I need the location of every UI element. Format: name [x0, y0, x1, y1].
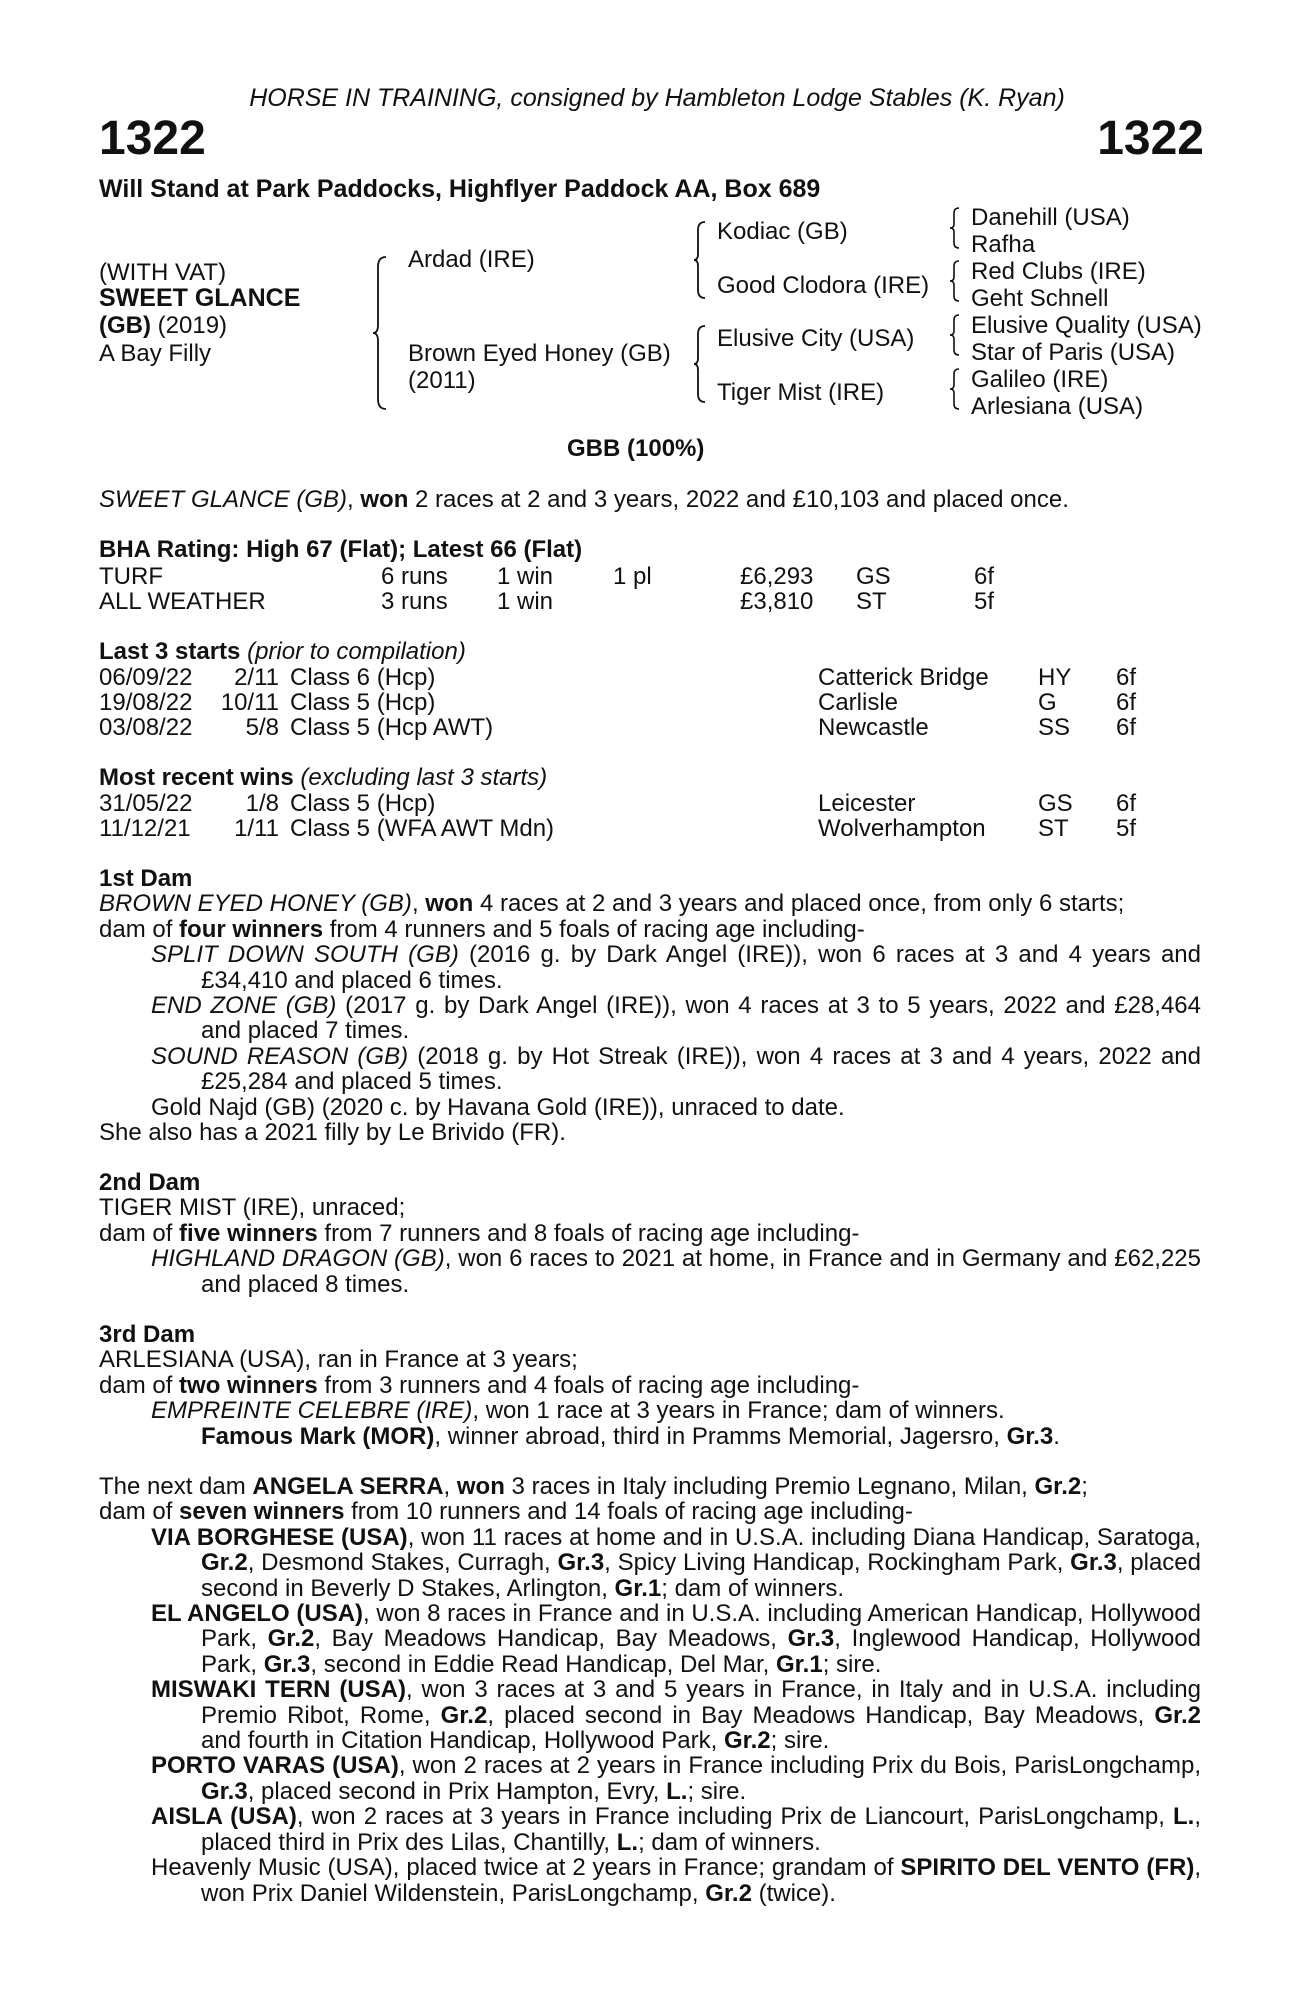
pedigree-brace-main [372, 255, 388, 411]
pedigree-brace-dd [949, 367, 961, 411]
start-row [99, 664, 1199, 689]
third-dam-line: ARLESIANA (USA), ran in France at 3 years; [99, 1346, 578, 1374]
produce-name: Famous Mark (MOR) [201, 1422, 435, 1450]
text: ; dam of winners. [638, 1828, 821, 1856]
produce-entry [99, 1677, 1201, 1753]
third-dam-produce-line [99, 1373, 1201, 1398]
produce-name: SOUND REASON (GB) [151, 1042, 409, 1070]
winners-count: five winners [179, 1219, 318, 1247]
horse-country-year [99, 313, 227, 338]
win-distance: 6f [1116, 790, 1137, 817]
text: dam of [99, 1498, 180, 1526]
text: , Bay Meadows Handicap, Bay Meadows, [314, 1625, 788, 1653]
produce-record: (2018 g. by Hot Streak (IRE)), won 4 races at 3 and 4 years, 2022 and £25,284 and placed 5 times. [201, 1042, 1201, 1096]
grade: Gr.2 [1154, 1701, 1202, 1729]
text: 3 races in Italy including Premio Legnano, Milan, [504, 1473, 1035, 1500]
produce-record: , won 1 race at 3 years in France; dam of winners. [472, 1397, 1005, 1425]
last3-heading-line [99, 639, 466, 664]
win-row [99, 790, 1199, 815]
grade: Gr.3 [1006, 1422, 1054, 1450]
vat-label: (WITH VAT) [99, 259, 227, 286]
text: , second in Eddie Read Handicap, Del Mar, [310, 1650, 776, 1678]
grade: L. [666, 1777, 688, 1805]
first-dam-record: 4 races at 2 and 3 years and placed once, from only 6 starts; [473, 890, 1125, 918]
text: from 4 runners and 5 foals of racing age including- [323, 915, 865, 943]
first-dam-won: won [425, 890, 474, 918]
text: , placed second in Prix Hampton, Evry, [247, 1777, 667, 1805]
produce-entry [99, 1246, 1201, 1297]
text: , won Prix Daniel Wildenstein, ParisLongchamp, [201, 1854, 1201, 1907]
produce-name: PORTO VARAS (USA) [151, 1752, 399, 1780]
text: , placed second in Bay Meadows Handicap, Bay Meadows, [487, 1701, 1155, 1729]
text: dam of [99, 1371, 180, 1399]
won: won [456, 1473, 505, 1500]
pedigree-brace-sd [949, 259, 961, 303]
text: ; sire. [687, 1777, 747, 1805]
produce-name: EL ANGELO (USA) [151, 1600, 364, 1628]
location-line: Will Stand at Park Paddocks, Highflyer Paddock AA, Box 689 [99, 175, 821, 203]
produce-name: SPLIT DOWN SOUTH (GB) [151, 941, 459, 969]
win-class: Class 5 (Hcp) [290, 790, 436, 817]
start-class: Class 5 (Hcp AWT) [290, 714, 494, 741]
pedigree-ds: Elusive City (USA) [717, 325, 915, 352]
pedigree-sds: Red Clubs (IRE) [971, 258, 1146, 285]
produce-entry [99, 1044, 1201, 1095]
text: The next dam [99, 1473, 253, 1500]
text: , won 3 races at 3 and 5 years in France, in Italy and in U.S.A. including Premio Ribot, Rome, [201, 1676, 1202, 1729]
horse-year: (2019) [150, 312, 228, 339]
text: Heavenly Music (USA), placed twice at 2 years in France; grandam of [151, 1854, 901, 1882]
third-dam-heading: 3rd Dam [99, 1321, 196, 1348]
text: , placed second in Beverly D Stakes, Arlington, [201, 1549, 1202, 1602]
second-dam-heading: 2nd Dam [99, 1169, 201, 1196]
produce-name: END ZONE (GB) [151, 992, 337, 1020]
winners-count: seven winners [179, 1498, 345, 1526]
text: , won 11 races at home and in U.S.A. including Diana Handicap, Saratoga, [407, 1523, 1201, 1551]
produce-entry [99, 942, 1201, 993]
lot-number-left: 1322 [99, 112, 206, 165]
pedigree-dd: Tiger Mist (IRE) [717, 379, 885, 406]
text: ; [1081, 1473, 1088, 1500]
text: ; sire. [822, 1650, 882, 1678]
rating-distance: 6f [974, 563, 995, 590]
start-course: Carlisle [818, 689, 899, 716]
text: , Spicy Living Handicap, Rockingham Park, [604, 1549, 1071, 1577]
produce-name: EMPREINTE CELEBRE (IRE) [151, 1397, 473, 1425]
start-position: 10/11 [220, 689, 279, 716]
consignor-line: HORSE IN TRAINING, consigned by Hambleton Lodge Stables (K. Ryan) [249, 84, 1065, 112]
second-dam-line: TIGER MIST (IRE), unraced; [99, 1194, 406, 1222]
win-course: Leicester [818, 790, 916, 817]
text: (twice). [751, 1879, 836, 1907]
second-dam-section [99, 1170, 1201, 1297]
produce-entry [99, 1855, 1201, 1906]
produce-entry [99, 993, 1201, 1044]
grade: Gr.2 [267, 1625, 315, 1653]
win-going: ST [1038, 815, 1069, 842]
rating-row [99, 588, 1199, 613]
grade: L. [616, 1828, 639, 1856]
next-dam-produce-line [99, 1499, 1201, 1524]
win-going: GS [1038, 790, 1073, 817]
produce-record: (2017 g. by Dark Angel (IRE)), won 4 races at 3 to 5 years, 2022 and £28,464 and placed 7 times. [201, 992, 1201, 1045]
text: , won 2 races at 2 years in France including Prix du Bois, ParisLongchamp, [398, 1752, 1201, 1780]
start-course: Newcastle [818, 714, 929, 741]
text: and fourth in Citation Handicap, Hollywood Park, [201, 1727, 724, 1755]
produce-entry [99, 1804, 1201, 1855]
text: , Desmond Stakes, Curragh, [247, 1549, 558, 1577]
start-distance: 6f [1116, 689, 1137, 716]
win-date: 11/12/21 [99, 815, 191, 842]
win-position: 1/8 [245, 790, 279, 817]
recent-note: (excluding last 3 starts) [293, 764, 548, 791]
grand-produce-name: SPIRITO DEL VENTO (FR) [900, 1854, 1195, 1882]
grade: Gr.1 [776, 1650, 823, 1678]
start-date: 03/08/22 [99, 714, 193, 741]
first-dam-produce-line [99, 917, 1201, 942]
text: from 3 runners and 4 foals of racing age including- [317, 1371, 860, 1399]
produce-record: , won 6 races to 2021 at home, in France and in Germany and £62,225 and placed 8 times. [201, 1245, 1202, 1298]
horse-description: A Bay Filly [99, 340, 212, 367]
lot-number-right: 1322 [1097, 112, 1204, 165]
produce-name: MISWAKI TERN (USA) [151, 1676, 406, 1704]
produce-name: AISLA (USA) [151, 1803, 297, 1831]
text: dam of [99, 1219, 180, 1247]
grade: Gr.3 [263, 1650, 311, 1678]
start-date: 06/09/22 [99, 664, 193, 691]
text: from 10 runners and 14 foals of racing age including- [344, 1498, 913, 1526]
rating-wins: 1 win [497, 563, 554, 590]
next-dam-section [99, 1474, 1201, 1906]
text: , Inglewood Handicap, Hollywood Park, [201, 1625, 1201, 1678]
pedigree-dds: Galileo (IRE) [971, 366, 1109, 393]
rating-prize: £6,293 [740, 563, 814, 590]
recent-heading: Most recent wins [99, 764, 294, 791]
grade: Gr.2 [723, 1727, 771, 1755]
recent-heading-line [99, 765, 547, 790]
text: dam of [99, 915, 180, 943]
first-dam-line: BROWN EYED HONEY (GB), won 4 races at 2 and 3 years and placed once, from only 6 starts; [99, 890, 1125, 918]
pedigree-ss: Kodiac (GB) [717, 218, 848, 245]
start-going: SS [1038, 714, 1071, 741]
winners-count: two winners [179, 1371, 318, 1399]
start-row [99, 689, 1199, 714]
grade: Gr.1 [614, 1574, 662, 1602]
start-going: HY [1038, 664, 1072, 691]
pedigree-brace-ss [949, 206, 961, 250]
next-dam-line [99, 1474, 1201, 1499]
grade: Gr.3 [1070, 1549, 1117, 1577]
pedigree-sss: Danehill (USA) [971, 204, 1130, 231]
text: ; sire. [770, 1727, 830, 1755]
last3-note: (prior to compilation) [240, 638, 466, 665]
pedigree-dsd: Star of Paris (USA) [971, 339, 1176, 366]
pedigree-sire: Ardad (IRE) [408, 246, 535, 273]
pedigree-sdd: Geht Schnell [971, 285, 1109, 312]
last3-heading: Last 3 starts [99, 638, 241, 665]
win-class: Class 5 (WFA AWT Mdn) [290, 815, 555, 842]
win-course: Wolverhampton [818, 815, 986, 842]
start-position: 5/8 [245, 714, 279, 741]
start-going: G [1038, 689, 1057, 716]
start-course: Catterick Bridge [818, 664, 989, 691]
produce-record: (2016 g. by Dark Angel (IRE)), won 6 races at 3 and 4 years and £34,410 and placed 6 times. [201, 941, 1201, 994]
winners-count: four winners [179, 915, 324, 943]
text: . [1053, 1422, 1060, 1450]
pedigree-dss: Elusive Quality (USA) [971, 312, 1202, 339]
grade: Gr.2 [201, 1549, 248, 1577]
rating-going: ST [856, 588, 887, 615]
third-dam-section [99, 1322, 1201, 1449]
pedigree-brace-sire [693, 220, 707, 300]
produce-note: She also has a 2021 filly by Le Brivido (FR). [99, 1119, 566, 1147]
grade: Gr.3 [787, 1625, 835, 1653]
summary-line: SWEET GLANCE (GB), won 2 races at 2 and 3 years, 2022 and £10,103 and placed once. [99, 486, 1069, 513]
rating-going: GS [856, 563, 891, 590]
grade: L. [1173, 1803, 1195, 1831]
text: , [443, 1473, 457, 1500]
text: , won 8 races in France and in U.S.A. including American Handicap, Hollywood Park, [201, 1600, 1201, 1653]
horse-country: (GB) [99, 312, 151, 339]
horse-name: SWEET GLANCE [99, 284, 301, 312]
produce-entry [99, 1601, 1201, 1677]
grade: Gr.2 [1034, 1473, 1082, 1500]
rating-runs: 3 runs [381, 588, 448, 615]
start-position: 2/11 [234, 664, 279, 691]
start-class: Class 6 (Hcp) [290, 664, 436, 691]
produce-name: HIGHLAND DRAGON (GB) [151, 1245, 445, 1273]
rating-prize: £3,810 [740, 588, 814, 615]
first-dam-heading: 1st Dam [99, 865, 193, 892]
summary-rest: 2 races at 2 and 3 years, 2022 and £10,103 and placed once. [408, 486, 1069, 513]
grade: Gr.2 [440, 1701, 488, 1729]
produce-entry: Gold Najd (GB) (2020 c. by Havana Gold (IRE)), unraced to date. [151, 1093, 845, 1121]
first-dam-name: BROWN EYED HONEY (GB) [99, 890, 412, 918]
rating-heading: BHA Rating: High 67 (Flat); Latest 66 (Flat) [99, 536, 583, 563]
rating-wins: 1 win [497, 588, 554, 615]
grade: Gr.3 [557, 1549, 605, 1577]
rating-distance: 5f [974, 588, 995, 615]
start-distance: 6f [1116, 714, 1137, 741]
produce-entry [99, 1424, 1201, 1449]
pedigree-ddd: Arlesiana (USA) [971, 393, 1144, 420]
rating-runs: 6 runs [381, 563, 448, 590]
text: ; dam of winners. [661, 1574, 844, 1602]
pedigree-sd: Good Clodora (IRE) [717, 272, 930, 299]
produce-record: , winner abroad, third in Pramms Memorial, Jagersro, [434, 1422, 1007, 1450]
grade: Gr.2 [705, 1879, 752, 1907]
text: , won 2 races at 3 years in France including Prix de Liancourt, ParisLongchamp, [296, 1803, 1173, 1831]
gbb-rating: GBB (100%) [567, 435, 705, 462]
start-class: Class 5 (Hcp) [290, 689, 436, 716]
rating-placed: 1 pl [613, 563, 652, 590]
win-date: 31/05/22 [99, 790, 193, 817]
pedigree-dam: Brown Eyed Honey (GB) [408, 340, 671, 367]
grade: Gr.3 [201, 1777, 248, 1805]
produce-entry [99, 1753, 1201, 1804]
pedigree-brace-dam [693, 324, 707, 404]
win-distance: 5f [1116, 815, 1137, 842]
produce-entry [99, 1398, 1201, 1423]
pedigree-ssd: Rafha [971, 231, 1036, 258]
first-dam-section [99, 866, 1201, 1145]
text: , placed third in Prix des Lilas, Chantilly, [201, 1803, 1201, 1856]
win-position: 1/11 [234, 815, 279, 842]
second-dam-produce-line [99, 1221, 1201, 1246]
summary-won: won [360, 486, 409, 513]
pedigree-dam-year: (2011) [408, 367, 476, 394]
start-row [99, 714, 1199, 739]
produce-name: VIA BORGHESE (USA) [151, 1523, 408, 1551]
rating-row [99, 563, 1199, 588]
rating-surface: ALL WEATHER [99, 588, 266, 615]
win-row [99, 815, 1199, 840]
start-date: 19/08/22 [99, 689, 193, 716]
rating-surface: TURF [99, 563, 163, 590]
start-distance: 6f [1116, 664, 1137, 691]
summary-horse-name: SWEET GLANCE (GB) [99, 486, 348, 513]
pedigree-brace-ds [949, 313, 961, 357]
next-dam-name: ANGELA SERRA [252, 1473, 444, 1500]
text: from 7 runners and 8 foals of racing age including- [317, 1219, 860, 1247]
produce-entry [99, 1525, 1201, 1601]
